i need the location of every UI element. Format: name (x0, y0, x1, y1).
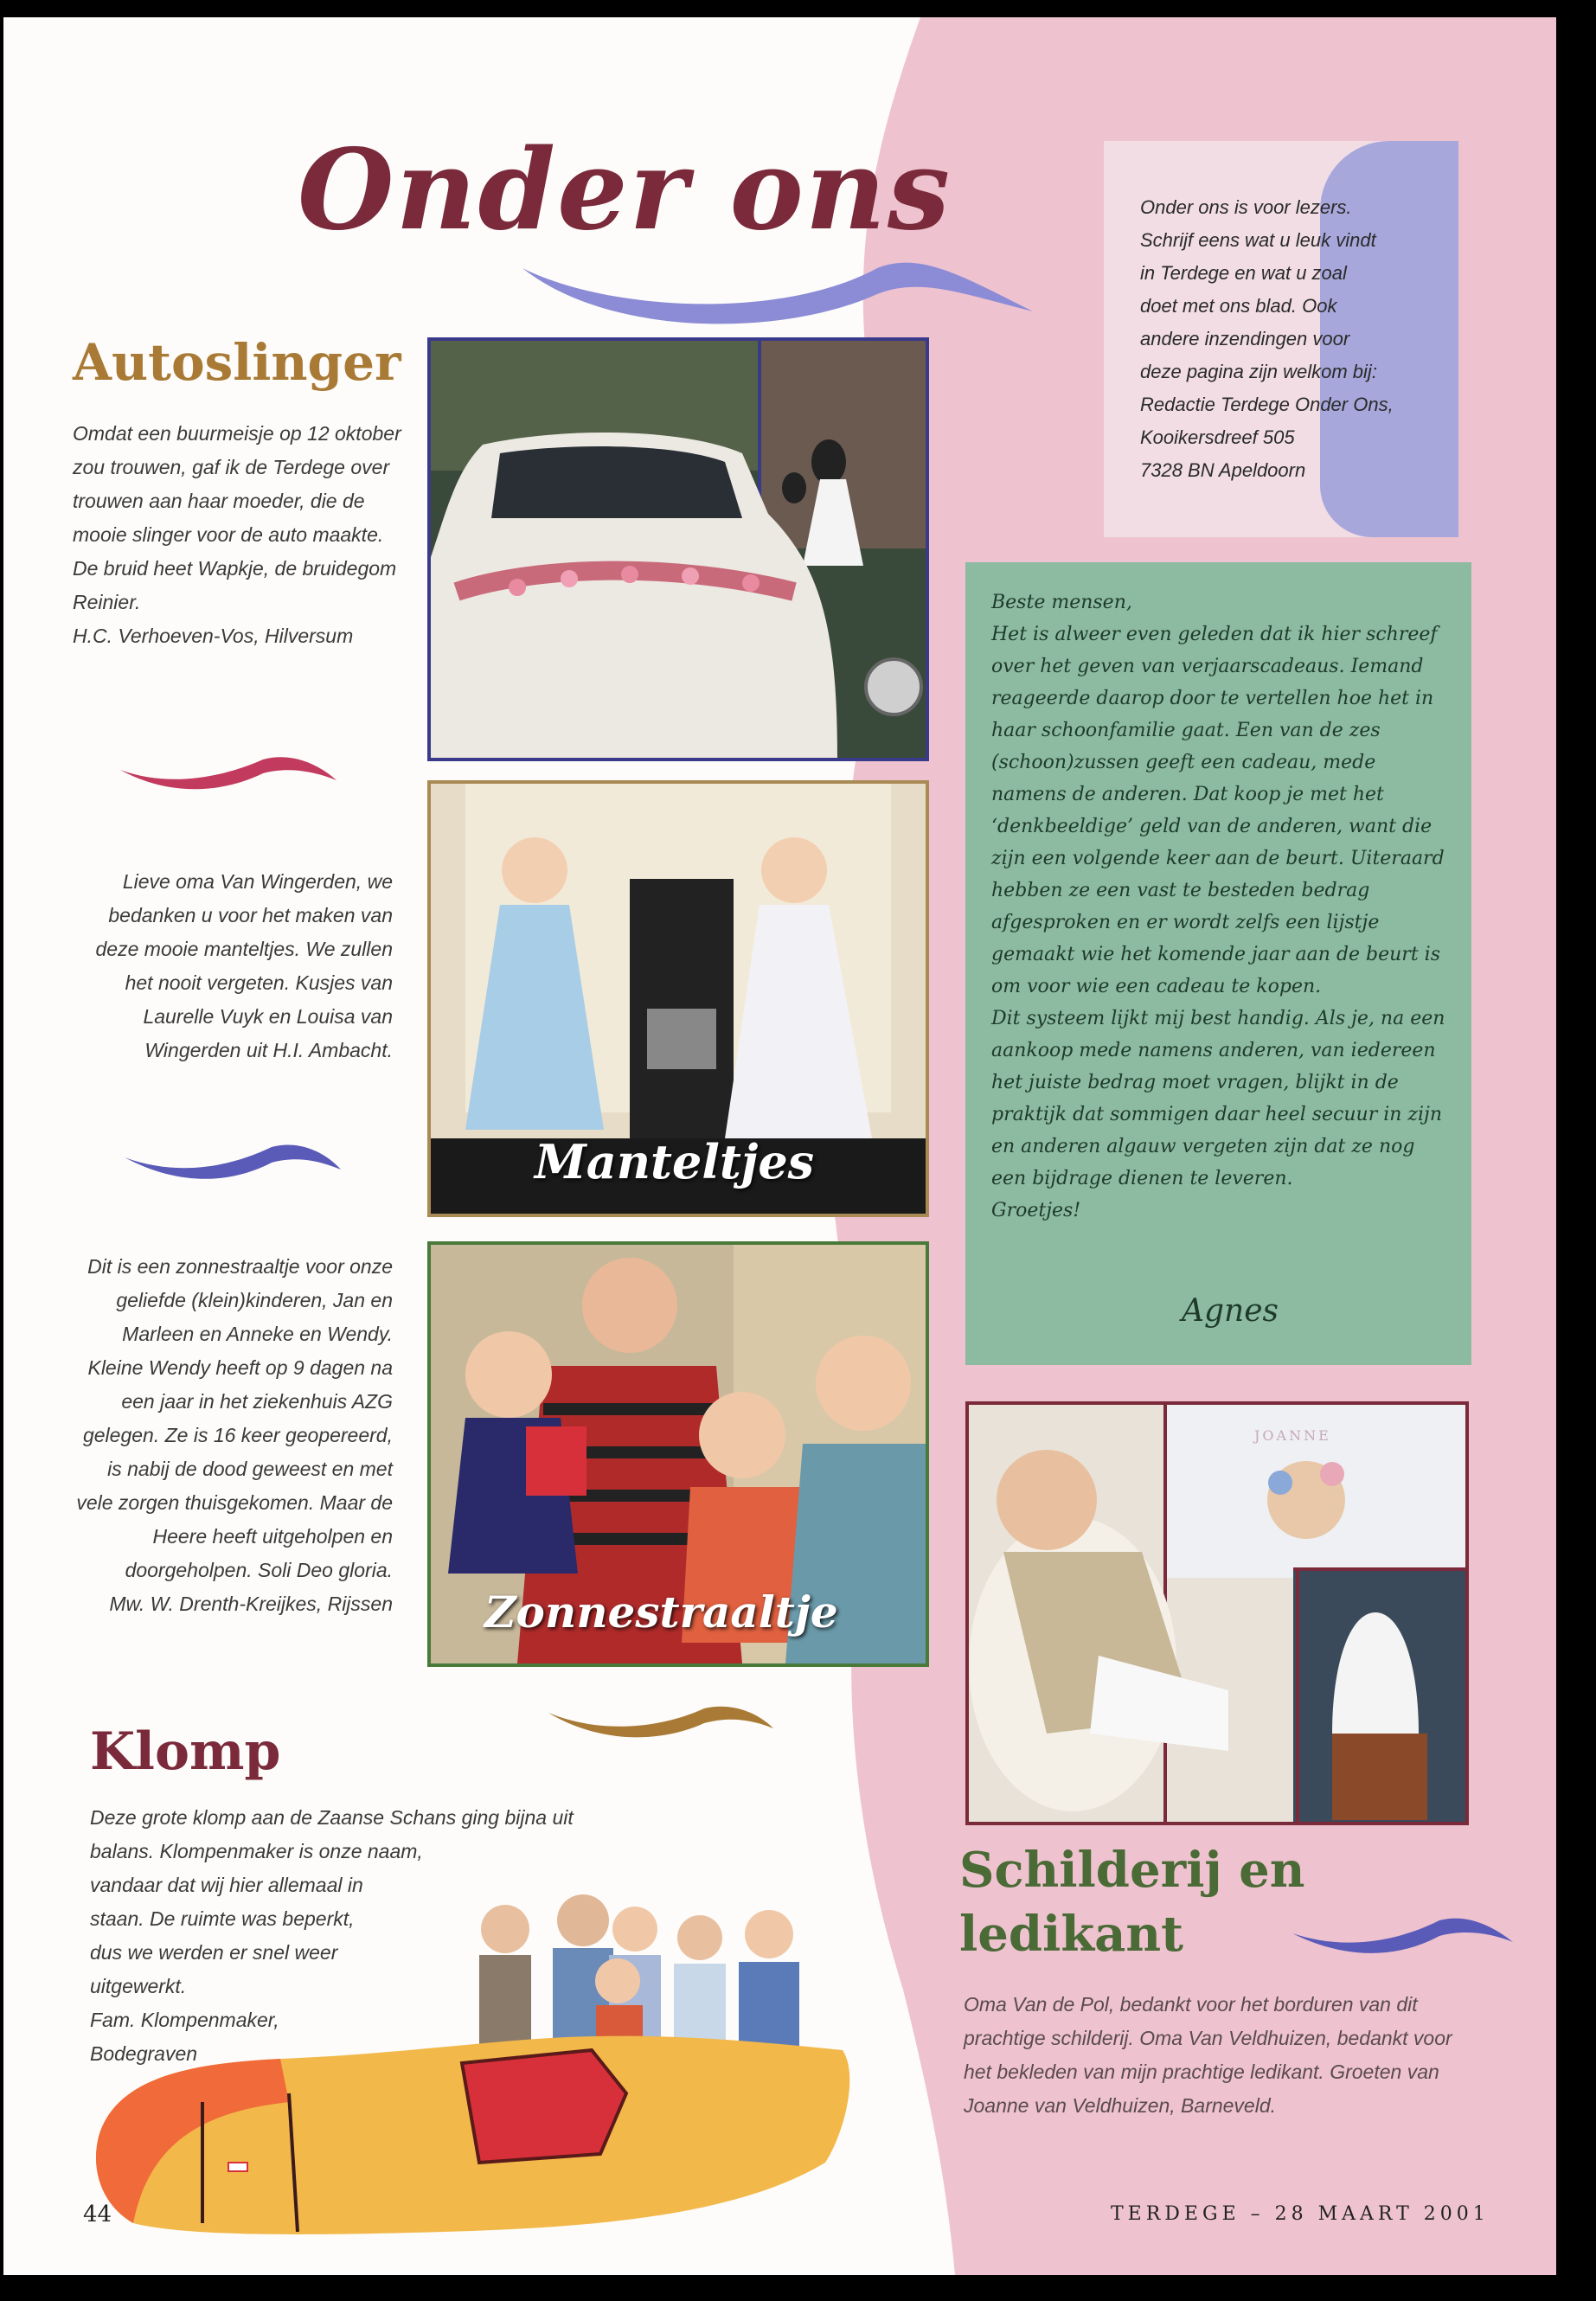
klomp-signature-line: Fam. Klompenmaker, (90, 2009, 279, 2031)
zonnestraaltje-caption: Zonnestraaltje (484, 1586, 838, 1638)
page-title: Onder ons (298, 125, 952, 255)
info-line: deze pagina zijn welkom bij: (1140, 361, 1377, 382)
zonnestraaltje-photo (427, 1241, 929, 1667)
letter-body: Het is alweer even geleden dat ik hier schreef over het geven van verjaarscadeaus. Iemand reageerde daarop door te vertellen hoe het in haar schoonfamilie gaat. Een van de zes (schoon)zussen geeft een cadeau, mede namens de anderen. Dat koop je met het ‘denkbeeldige’ geld van de anderen, want die zijn een volgende keer aan de beurt. Uiteraard hebben ze een vast te besteden bedrag afgesproken en er wordt zelfs een lijstje gemaakt wie het komende jaar aan de beurt is om voor wie een cadeau te kopen. (991, 624, 1445, 997)
info-line: doet met ons blad. Ook (1140, 295, 1337, 317)
info-line: 7328 BN Apeldoorn (1140, 459, 1306, 481)
page-number: 44 (83, 2202, 112, 2227)
manteltjes-text: Lieve oma Van Wingerden, we bedanken u voor het maken van deze mooie manteltjes. We zullen het nooit vergeten. Kusjes van Laurelle Vuyk en Louisa van Wingerden uit H.I. Ambacht. (95, 870, 393, 1061)
manteltjes-caption: Manteltjes (535, 1134, 815, 1189)
zonnestraaltje-text: Dit is een zonnestraaltje voor onze geliefde (klein)kinderen, Jan en Marleen en Anneke en Wendy. Kleine Wendy heeft op 9 dagen na een jaar in het ziekenhuis AZG gelegen. Ze is 16 keer geopereerd, is nabij de dood geweest en met vele zorgen thuisgekomen. Maar de Heere heeft uitgeholpen en doorgeholpen. Soli Deo gloria. (76, 1255, 393, 1581)
autoslinger-text: Omdat een buurmeisje op 12 oktober zou trouwen, gaf ik de Terdege over trouwen aan haar moeder, die de mooie slinger voor de auto maakte. De bruid heet Wapkje, de bruidegom Reinier. (73, 422, 401, 613)
submission-info-box (1104, 141, 1458, 537)
schilderij-heading-line-2: ledikant (959, 1906, 1183, 1963)
letter-signature: Agnes (1182, 1293, 1279, 1329)
info-line: andere inzendingen voor (1140, 328, 1350, 349)
schilderij-text: Oma Van de Pol, bedankt voor het borduren van dit prachtige schilderij. Oma Van Veldhuizen, bedankt voor het bekleden van mijn prachtige ledikant. Groeten van Joanne van Veldhuizen, Barneveld. (964, 1993, 1452, 2117)
autoslinger-signature: H.C. Verhoeven-Vos, Hilversum (73, 625, 354, 647)
painting-name: JOANNE (1254, 1427, 1331, 1444)
scan-edge (1556, 0, 1596, 2301)
publication-footer: TERDEGE – 28 MAART 2001 (1111, 2203, 1490, 2225)
info-line: Schrijf eens wat u leuk vindt (1140, 229, 1376, 251)
baby-painting-photo (965, 1401, 1469, 1825)
klomp-line: Deze grote klomp aan de Zaanse Schans ging bijna uit (90, 1806, 574, 1829)
klomp-signature-line: Bodegraven (90, 2042, 198, 2065)
schilderij-heading-line-1: Schilderij en (959, 1842, 1305, 1899)
info-line: Onder ons is voor lezers. (1140, 196, 1352, 218)
wedding-car-photo (427, 337, 929, 761)
manteltjes-photo (427, 780, 929, 1217)
submission-info-text (1140, 191, 1452, 487)
schilderij-heading (959, 1838, 1323, 1966)
klomp-line: dus we werden er snel weer (90, 1941, 338, 1964)
klomp-text-block (90, 1801, 695, 2071)
autoslinger-text-block (73, 417, 401, 653)
klomp-line: vandaar dat wij hier allemaal in (90, 1874, 363, 1896)
letter-box (965, 562, 1471, 1365)
letter-text (991, 586, 1450, 1227)
magazine-page (3, 17, 1556, 2275)
klomp-line: staan. De ruimte was beperkt, (90, 1907, 355, 1930)
klomp-heading: Klomp (90, 1721, 281, 1782)
zonnestraaltje-signature: Mw. W. Drenth-Kreijkes, Rijssen (109, 1593, 393, 1615)
letter-greeting: Beste mensen, (991, 592, 1132, 613)
klomp-line: balans. Klompenmaker is onze naam, (90, 1840, 423, 1862)
letter-body-2: Dit systeem lijkt mij best handig. Als je, na een aankoop mede namens anderen, van iedereen het juiste bedrag moet vragen, blijkt in de praktijk dat sommigen daar heel secuur in zijn en anderen algauw vergeten zijn dat ze nog een bijdrage dienen te leveren. (991, 1008, 1445, 1189)
zonnestraaltje-text-block (73, 1250, 393, 1621)
info-line: in Terdege en wat u zoal (1140, 262, 1347, 284)
letter-closing: Groetjes! (991, 1200, 1081, 1221)
info-line: Kooikersdreef 505 (1140, 426, 1295, 448)
autoslinger-heading: Autoslinger (73, 333, 401, 392)
klomp-line: uitgewerkt. (90, 1975, 187, 1997)
info-line: Redactie Terdege Onder Ons, (1140, 394, 1394, 415)
